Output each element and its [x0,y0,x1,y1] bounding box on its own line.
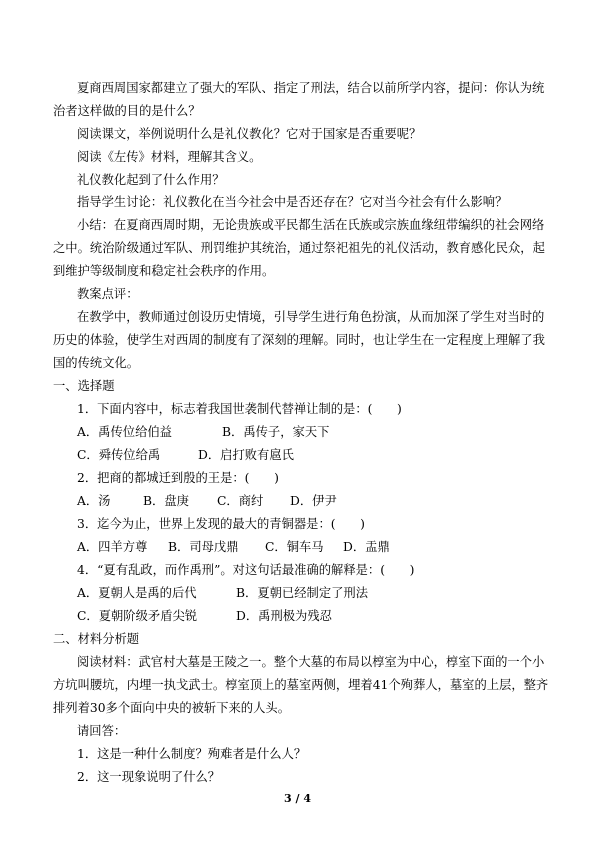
intro-paragraph-5: 指导学生讨论：礼仪教化在当今社会中是否还存在？它对当今社会有什么影响？ [77,195,508,209]
answer-prompt: 请回答： [77,724,127,738]
question-2-option-d: D．伊尹 [290,494,337,508]
intro-paragraph-3: 阅读《左传》材料，理解其含义。 [77,150,262,164]
question-2-option-c: C．商纣 [217,494,264,508]
summary-line-1: 小结：在夏商西周时期，无论贵族或平民都生活在氏族或宗族血缘纽带编织的社会网络 [77,218,545,232]
question-4-option-d: D．禹刑极为残忍 [236,609,332,623]
material-line-1: 阅读材料：武官村大墓是王陵之一。整个大墓的布局以椁室为中心，椁室下面的一个小 [77,655,545,669]
page-number: 3 / 4 [284,792,311,805]
question-3-option-a: A．四羊方尊 [77,540,148,554]
intro-paragraph-1-line-2: 治者这样做的目的是什么？ [53,104,201,118]
intro-paragraph-1-line-1: 夏商西周国家都建立了强大的军队、指定了刑法，结合以前所学内容，提问：你认为统 [77,81,545,95]
review-line-3: 国的传统文化。 [53,356,140,370]
question-3-option-d: D．盂鼎 [343,540,390,554]
question-1-option-a: A．禹传位给伯益 [77,425,172,439]
section-2-heading: 二、材料分析题 [53,632,140,646]
question-4-option-b: B．夏朝已经制定了刑法 [236,586,369,600]
summary-line-3: 到维护等级制度和稳定社会秩序的作用。 [53,264,275,278]
question-1-stem: 1．下面内容中，标志着我国世袭制代替禅让制的是：( ) [77,402,402,416]
question-3-option-b: B．司母戊鼎 [168,540,239,554]
question-4-stem: 4．“夏有乱政，而作禹刑”。对这句话最准确的解释是：( ) [77,563,415,577]
review-heading: 教案点评： [77,287,139,301]
material-line-3: 排列着30多个面向中央的被斩下来的人头。 [53,701,290,715]
question-1-option-c: C．舜传位给禹 [77,448,161,462]
question-2-option-b: B．盘庚 [143,494,189,508]
material-line-2: 方坑叫腰坑，内埋一执戈武士。椁室顶上的墓室两侧，埋着41个殉葬人，墓室的上层，整齐 [53,678,549,692]
analysis-question-1: 1．这是一种什么制度？殉难者是什么人？ [77,747,307,761]
question-2-option-a: A．汤 [77,494,111,508]
review-line-2: 历史的体验，使学生对西周的制度有了深刻的理解。同时，也让学生在一定程度上理解了我 [53,333,545,347]
question-1-option-d: D．启打败有扈氏 [198,448,294,462]
question-3-stem: 3．迄今为止，世界上发现的最大的青铜器是：( ) [77,517,365,531]
question-2-stem: 2．把商的都城迁到殷的王是：( ) [77,471,279,485]
analysis-question-2: 2．这一现象说明了什么？ [77,770,221,784]
review-line-1: 在教学中，教师通过创设历史情境，引导学生进行角色扮演，从而加深了学生对当时的 [77,310,545,324]
intro-paragraph-2: 阅读课文，举例说明什么是礼仪教化？它对于国家是否重要呢？ [77,127,422,141]
intro-paragraph-4: 礼仪教化起到了什么作用？ [77,173,225,187]
section-1-heading: 一、选择题 [53,379,115,393]
question-4-option-a: A．夏朝人是禹的后代 [77,586,197,600]
question-4-option-c: C．夏朝阶级矛盾尖锐 [77,609,198,623]
summary-line-2: 之中。统治阶级通过军队、刑罚维护其统治，通过祭祀祖先的礼仪活动，教育感化民众，起 [53,241,545,255]
question-1-option-b: B．禹传子，家天下 [222,425,330,439]
question-3-option-c: C．铜车马 [265,540,324,554]
